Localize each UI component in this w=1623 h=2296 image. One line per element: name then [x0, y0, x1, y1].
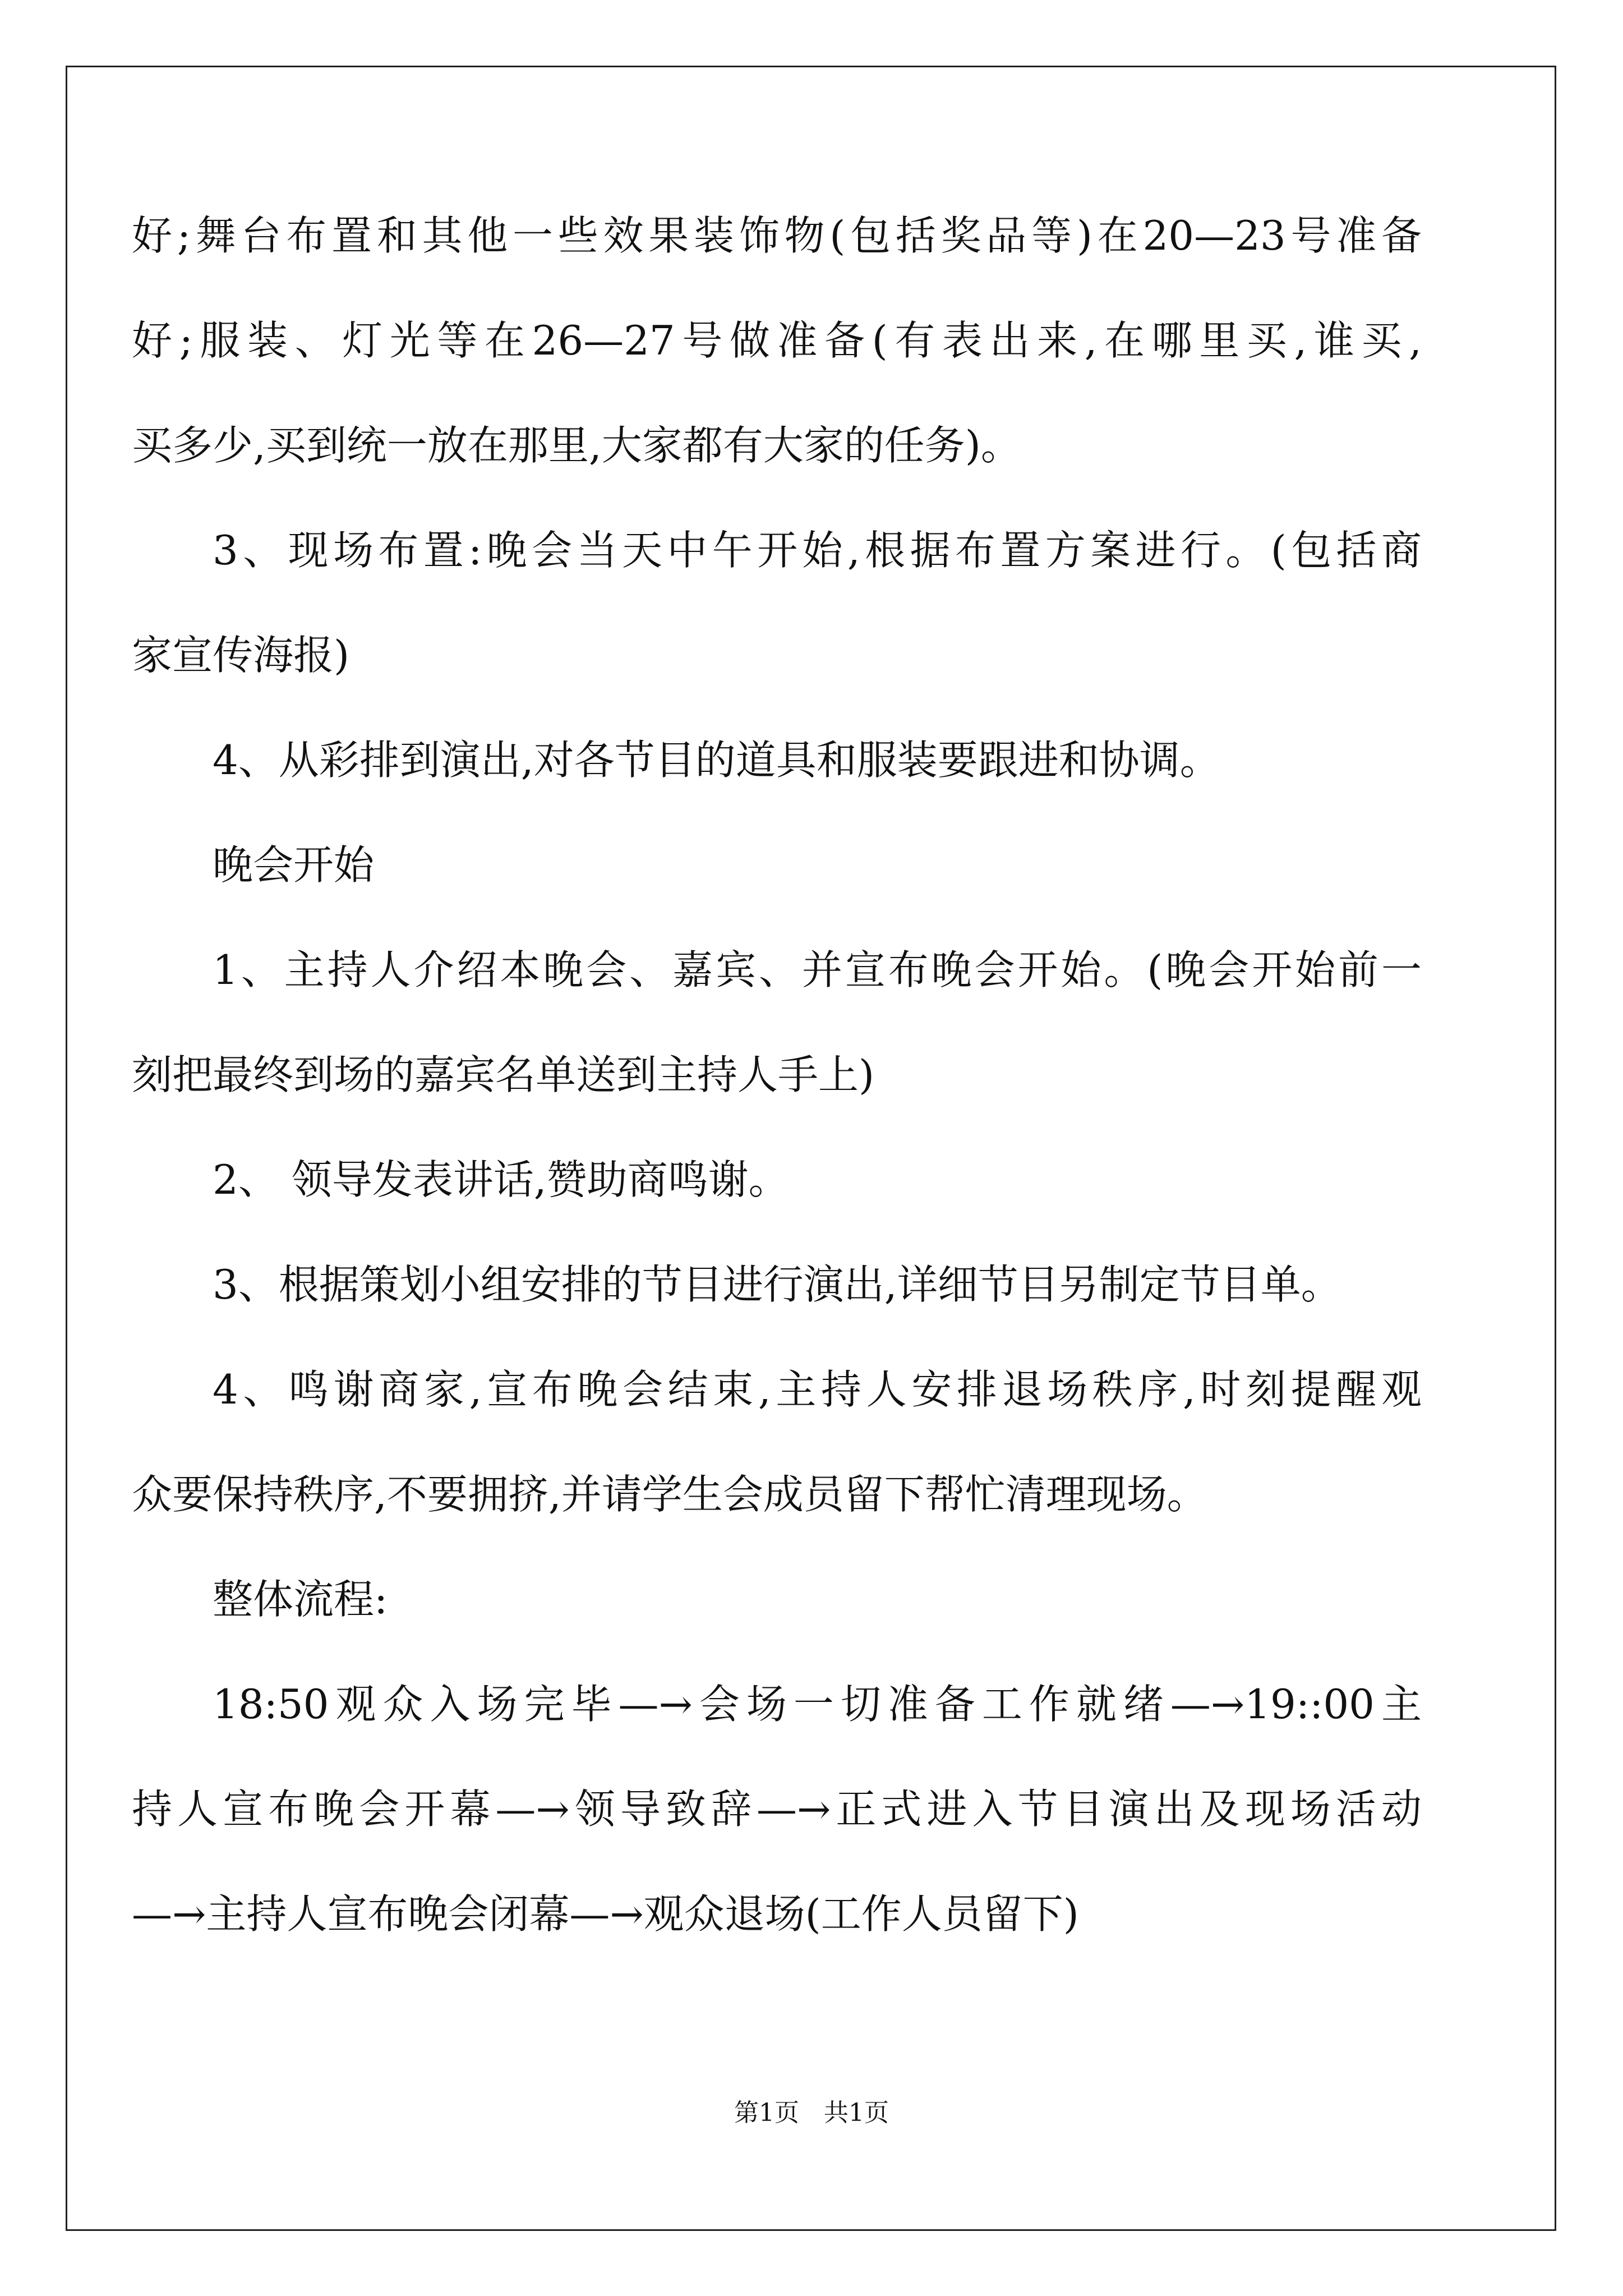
section-heading: 整体流程: — [213, 1576, 388, 1623]
paragraph-start: 1、主持人介绍本晚会、嘉宾、并宣布晚会开始。(晚会开始前一 — [213, 946, 1422, 993]
text-line: 众要保持秩序,不要拥挤,并请学生会成员留下帮忙清理现场。 — [132, 1471, 1207, 1518]
text-line: 好;服装、灯光等在26—27号做准备(有表出来,在哪里买,谁买, — [132, 317, 1422, 364]
section-heading: 晚会开始 — [213, 841, 375, 889]
page-footer: 第1页 共1页 — [734, 2099, 889, 2127]
text-line: —→主持人宣布晚会闭幕—→观众退场(工作人员留下) — [132, 1890, 1079, 1938]
text-line: 刻把最终到场的嘉宾名单送到主持人手上) — [132, 1051, 875, 1098]
paragraph-start: 4、从彩排到演出,对各节目的道具和服装要跟进和协调。 — [213, 737, 1220, 784]
document-body — [132, 205, 1422, 1988]
paragraph-start: 3、根据策划小组安排的节目进行演出,详细节目另制定节目单。 — [213, 1261, 1341, 1308]
text-line: 持人宣布晚会开幕—→领导致辞—→正式进入节目演出及现场活动 — [132, 1786, 1422, 1833]
paragraph-start: 2、 领导发表讲话,赞助商鸣谢。 — [213, 1156, 789, 1203]
text-line: 家宣传海报) — [132, 632, 350, 679]
paragraph-start: 18:50观众入场完毕—→会场一切准备工作就绪—→19::00主 — [213, 1681, 1422, 1728]
paragraph-start: 4、鸣谢商家,宣布晚会结束,主持人安排退场秩序,时刻提醒观 — [213, 1366, 1422, 1413]
text-line: 好;舞台布置和其他一些效果装饰物(包括奖品等)在20—23号准备 — [132, 212, 1422, 259]
text-line: 买多少,买到统一放在那里,大家都有大家的任务)。 — [132, 422, 1021, 469]
paragraph-start: 3、现场布置:晚会当天中午开始,根据布置方案进行。(包括商 — [213, 527, 1422, 574]
